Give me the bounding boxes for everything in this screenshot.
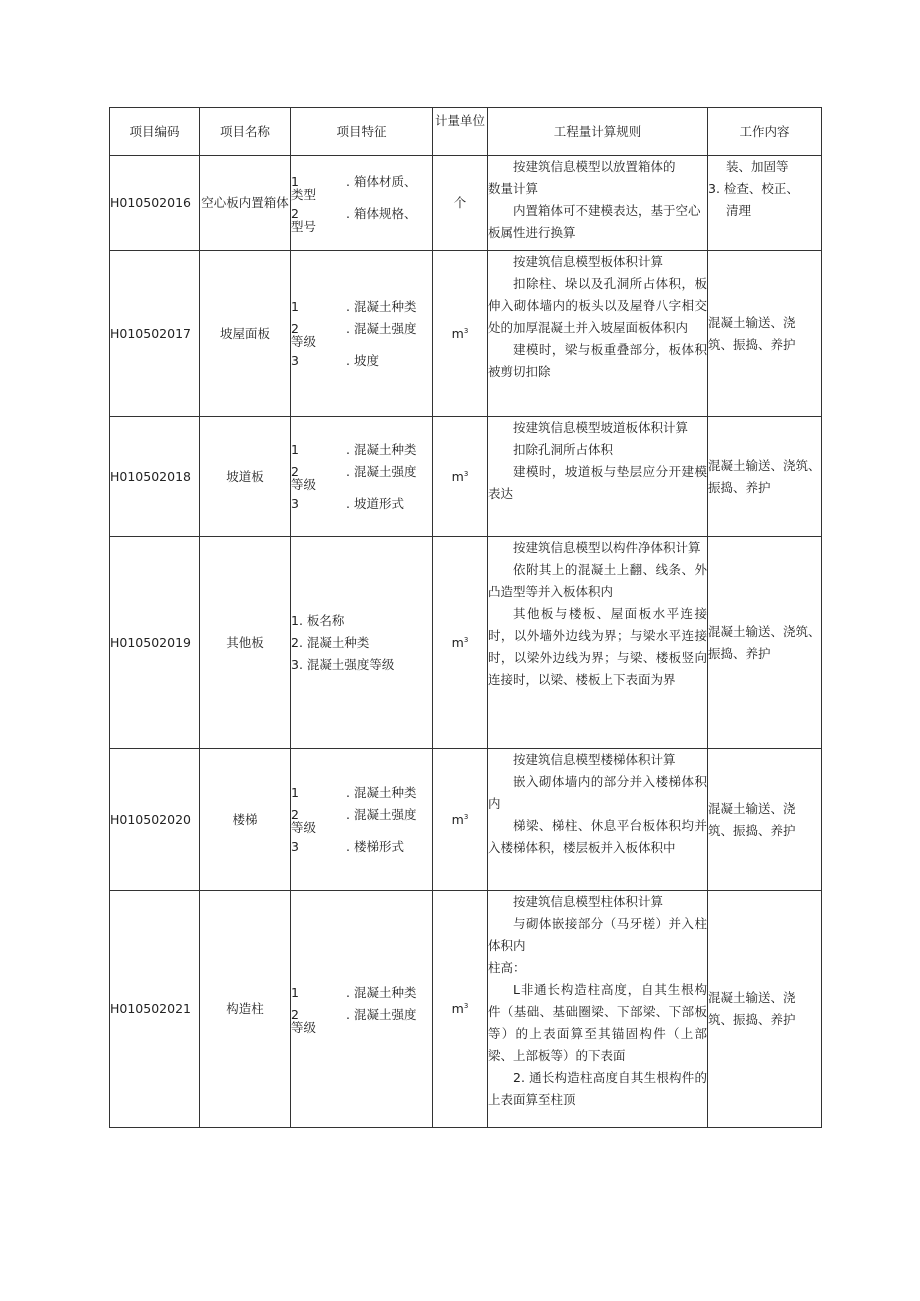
- feature-line: 1 . 混凝土种类: [291, 985, 417, 1000]
- table-row: [110, 749, 822, 891]
- item-unit: $m^3$: [433, 749, 488, 891]
- item-unit: $m^3$: [433, 537, 488, 749]
- item-code: H010502020: [110, 749, 200, 891]
- item-features: [291, 891, 433, 1128]
- item-name: 楼梯: [200, 749, 291, 891]
- item-features: [291, 417, 433, 537]
- item-code: H010502017: [110, 251, 200, 417]
- item-name: 坡道板: [200, 417, 291, 537]
- feature-line: 2 . 混凝土强度 等级: [291, 463, 417, 492]
- feature-line: 3 . 坡度: [291, 352, 379, 368]
- item-rules: 按建筑信息模型以构件净体积计算 依附其上的混凝土上翻、线条、外凸造型等并入板体积内 其他板与楼板、屋面板水平连接时，以外墙外边线为界；与梁水平连接时，以梁外边线为界；与梁、楼板竖向连接时，以梁、楼板上下表面为界: [488, 537, 708, 749]
- table-row: [110, 537, 822, 749]
- item-features: [291, 156, 433, 251]
- table-row: [110, 891, 822, 1128]
- feature-line: 1 . 混凝土种类: [291, 298, 417, 314]
- header-features: 项目特征: [291, 108, 433, 156]
- header-unit: 计量单位: [433, 108, 488, 156]
- item-rules: 按建筑信息模型板体积计算 扣除柱、垛以及孔洞所占体积，板伸入砌体墙内的板头以及屋脊八字相交处的加厚混凝土并入坡屋面板体积内 建模时，梁与板重叠部分，板体积被剪切扣除: [488, 251, 708, 417]
- item-work: 混凝土输送、浇筑、 振捣、养护: [708, 537, 822, 749]
- item-code: H010502016: [110, 156, 200, 251]
- feature-line: 2 . 混凝土强度 等级: [291, 1007, 417, 1035]
- feature-line: 1 . 混凝土种类: [291, 784, 417, 800]
- item-work: 混凝土输送、浇 筑、振捣、养护: [708, 251, 822, 417]
- feature-line: 3 . 楼梯形式: [291, 838, 404, 854]
- feature-line: 1 . 箱体材质、 类型: [291, 174, 417, 202]
- item-unit: $m^3$: [433, 891, 488, 1128]
- item-name: 构造柱: [200, 891, 291, 1128]
- item-code: H010502018: [110, 417, 200, 537]
- item-work: 装、加固等 3. 检查、校正、 清理: [708, 156, 822, 251]
- item-name: 其他板: [200, 537, 291, 749]
- item-unit: $m^3$: [433, 417, 488, 537]
- feature-line: 1. 板名称: [291, 612, 345, 628]
- table-row: [110, 156, 822, 251]
- item-name: 坡屋面板: [200, 251, 291, 417]
- spec-table: [109, 107, 822, 1128]
- feature-line: 2 . 混凝土强度 等级: [291, 320, 417, 349]
- item-features: [291, 537, 433, 749]
- table-row: [110, 417, 822, 537]
- feature-line: 3 . 坡道形式: [291, 495, 404, 511]
- item-features: [291, 749, 433, 891]
- item-rules: 按建筑信息模型以放置箱体的 数量计算 内置箱体可不建模表达，基于空心 板属性进行换算: [488, 156, 708, 251]
- item-work: 混凝土输送、浇 筑、振捣、养护: [708, 891, 822, 1128]
- item-rules: 按建筑信息模型楼梯体积计算 嵌入砌体墙内的部分并入楼梯体积内 梯梁、梯柱、休息平台板体积均并入楼梯体积，楼层板并入板体积中: [488, 749, 708, 891]
- header-row: [110, 108, 822, 156]
- item-features: [291, 251, 433, 417]
- feature-line: 2 . 混凝土强度 等级: [291, 806, 417, 835]
- item-rules: 按建筑信息模型柱体积计算 与砌体嵌接部分（马牙槎）并入柱体积内 柱高： L非通长构造柱高度，自其生根构件（基础、基础圈梁、下部梁、下部板等）的上表面算至其锚固构件（上部梁、上部板等）的下表面 2. 通长构造柱高度自其生根构件的上表面算至柱顶: [488, 891, 708, 1128]
- table-row: [110, 251, 822, 417]
- item-rules: 按建筑信息模型坡道板体积计算 扣除孔洞所占体积 建模时，坡道板与垫层应分开建模表达: [488, 417, 708, 537]
- header-code: 项目编码: [110, 108, 200, 156]
- feature-line: 2. 混凝土种类: [291, 634, 370, 650]
- feature-line: 3. 混凝土强度等级: [291, 656, 395, 672]
- header-work: 工作内容: [708, 108, 822, 156]
- item-work: 混凝土输送、浇筑、 振捣、养护: [708, 417, 822, 537]
- header-rules: 工程量计算规则: [488, 108, 708, 156]
- item-code: H010502021: [110, 891, 200, 1128]
- item-work: 混凝土输送、浇 筑、振捣、养护: [708, 749, 822, 891]
- header-name: 项目名称: [200, 108, 291, 156]
- item-code: H010502019: [110, 537, 200, 749]
- item-unit: $m^3$: [433, 251, 488, 417]
- feature-line: 2 . 箱体规格、 型号: [291, 206, 417, 234]
- item-name: 空心板内置箱体: [200, 156, 291, 251]
- item-unit: 个: [433, 156, 488, 251]
- feature-line: 1 . 混凝土种类: [291, 441, 417, 457]
